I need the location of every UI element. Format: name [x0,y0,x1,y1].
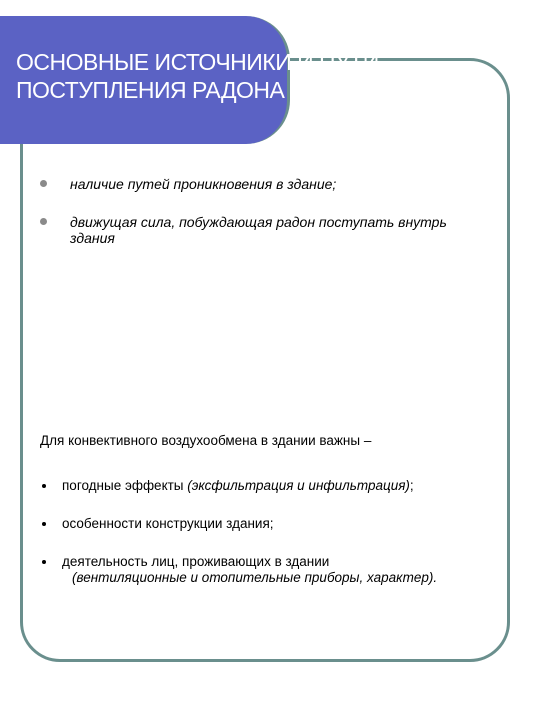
secondary-bullet-list [40,478,500,608]
title-banner [0,16,379,144]
slide-title: ОСНОВНЫЕ ИСТОЧНИКИ И ПУТИ ПОСТУПЛЕНИЯ РАДОНА [16,49,379,103]
bullet-icon [42,560,46,564]
bullet-text: погодные эффекты [62,478,188,493]
primary-bullet-list [40,176,490,268]
intro-text: Для конвективного воздухообмена в здании важны – [40,433,372,448]
list-item [40,516,500,532]
bullet-text: наличие путей проникновения в здание; [70,176,337,192]
list-item [40,554,500,586]
bullet-note: (вентиляционные и отопительные приборы, характер). [72,570,438,585]
bullet-icon [42,522,46,526]
bullet-text-end: ; [409,478,414,493]
bullet-icon [40,218,47,225]
bullet-icon [40,180,47,187]
list-item [40,176,490,192]
bullet-text: деятельность лиц, проживающих в здании [62,554,330,569]
list-item [40,214,490,246]
list-item [40,478,500,494]
bullet-text: особенности конструкции здания; [62,516,274,531]
bullet-note: (эксфильтрация и инфильтрация) [187,478,410,493]
bullet-icon [42,484,46,488]
bullet-text: движущая сила, побуждающая радон поступать внутрь здания [70,214,447,246]
